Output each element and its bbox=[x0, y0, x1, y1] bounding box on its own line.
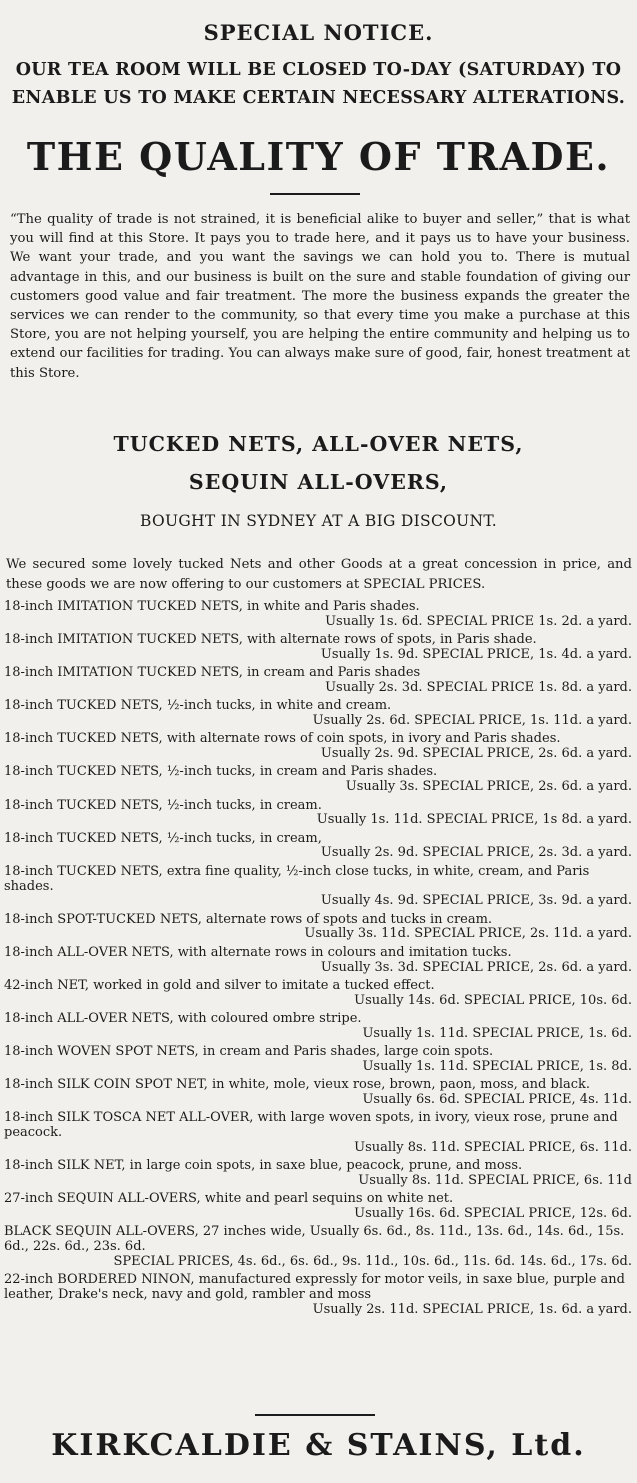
item-description: 18-inch ALL-OVER NETS, with coloured ombre stripe. bbox=[4, 1010, 362, 1026]
item-description: 18-inch IMITATION TUCKED NETS, with alternate rows of spots, in Paris shade. bbox=[4, 632, 537, 648]
item-price: Usually 6s. 6d. SPECIAL PRICE, 4s. 11d. bbox=[362, 1091, 632, 1107]
nets-heading-2: SEQUIN ALL-OVERS, bbox=[188, 470, 449, 494]
item-description: 18-inch SPOT-TUCKED NETS, alternate rows of spots and tucks in cream. bbox=[4, 911, 493, 927]
item-description: 18-inch TUCKED NETS, with alternate rows of coin spots, in ivory and Paris shades. bbox=[4, 731, 561, 747]
notice-line-2: ENABLE US TO MAKE CERTAIN NECESSARY ALTERATIONS. bbox=[11, 88, 626, 108]
item-price: Usually 2s. 6d. SPECIAL PRICE, 1s. 11d. a yard. bbox=[312, 713, 632, 729]
item-description: 18-inch TUCKED NETS, extra fine quality, ½-inch close tucks, in white, cream, and Paris shades. bbox=[4, 863, 590, 894]
item-price: Usually 2s. 3d. SPECIAL PRICE 1s. 8d. a yard. bbox=[325, 679, 632, 695]
intro-paragraph: “The quality of trade is not strained, it is beneficial alike to buyer and seller,” that is what you will find at this Store. It pays you to trade here, and it pays us to have your business. We want your trade, and you want the savings we can hold you to. There is mutual advantage in this, and our business is built on the sure and stable foundation of giving our customers good value and fair treatment. The more the business expands the greater the services we can render to the community, so that every time you make a purchase at this Store, you are not helping yourself, you are helping the entire community and helping us to extend our facilities for trading. You can always make sure of good, fair, honest treatment at this Store. bbox=[10, 212, 630, 381]
item-price: Usually 3s. 3d. SPECIAL PRICE, 2s. 6d. a yard. bbox=[320, 959, 632, 975]
list-item bbox=[4, 1159, 632, 1189]
item-description: 18-inch WOVEN SPOT NETS, in cream and Paris shades, large coin spots. bbox=[4, 1044, 494, 1060]
list-item bbox=[4, 1111, 632, 1155]
item-description: BLACK SEQUIN ALL-OVERS, 27 inches wide, Usually 6s. 6d., 8s. 11d., 13s. 6d., 14s. 6d., 15s. 6d., 22s. 6d., 23s. 6d. bbox=[4, 1224, 625, 1255]
secured-paragraph: We secured some lovely tucked Nets and other Goods at a great concession in price, and these goods we are now offering to our customers at SPECIAL PRICES. bbox=[6, 557, 632, 592]
footer-divider-rule bbox=[255, 1414, 375, 1416]
list-item bbox=[4, 1045, 632, 1075]
item-price: Usually 8s. 11d. SPECIAL PRICE, 6s. 11d bbox=[358, 1172, 632, 1188]
notice-line-1: OUR TEA ROOM WILL BE CLOSED TO-DAY (SATURDAY) TO bbox=[15, 60, 622, 80]
list-item bbox=[4, 1012, 632, 1042]
item-price: Usually 8s. 11d. SPECIAL PRICE, 6s. 11d. bbox=[354, 1139, 632, 1155]
item-description: 27-inch SEQUIN ALL-OVERS, white and pearl sequins on white net. bbox=[4, 1191, 454, 1207]
list-item bbox=[4, 600, 632, 630]
item-description: 18-inch TUCKED NETS, ½-inch tucks, in cream. bbox=[4, 797, 322, 813]
list-item bbox=[4, 1192, 632, 1222]
item-description: 42-inch NET, worked in gold and silver to imitate a tucked effect. bbox=[4, 977, 435, 993]
list-item bbox=[4, 913, 632, 943]
list-item bbox=[4, 979, 632, 1009]
item-description: 18-inch SILK NET, in large coin spots, in saxe blue, peacock, prune, and moss. bbox=[4, 1158, 523, 1174]
item-description: 18-inch SILK TOSCA NET ALL-OVER, with large woven spots, in ivory, vieux rose, prune and peacock. bbox=[4, 1110, 618, 1140]
item-description: 18-inch TUCKED NETS, ½-inch tucks, in cream and Paris shades. bbox=[4, 764, 438, 780]
item-price: Usually 1s. 11d. SPECIAL PRICE, 1s. 8d. bbox=[362, 1058, 632, 1074]
item-price: Usually 4s. 9d. SPECIAL PRICE, 3s. 9d. a yard. bbox=[320, 893, 632, 909]
item-price: Usually 2s. 9d. SPECIAL PRICE, 2s. 6d. a yard. bbox=[320, 746, 632, 762]
list-item bbox=[4, 1273, 632, 1317]
item-price: Usually 1s. 11d. SPECIAL PRICE, 1s 8d. a yard. bbox=[316, 812, 632, 828]
item-price: Usually 2s. 11d. SPECIAL PRICE, 1s. 6d. a yard. bbox=[312, 1301, 632, 1317]
item-description: 18-inch SILK COIN SPOT NET, in white, mole, vieux rose, brown, paon, moss, and black. bbox=[4, 1077, 591, 1093]
list-item bbox=[4, 633, 632, 663]
item-price: Usually 1s. 6d. SPECIAL PRICE 1s. 2d. a yard. bbox=[325, 613, 632, 629]
bought-in-sydney-heading: BOUGHT IN SYDNEY AT A BIG DISCOUNT. bbox=[140, 512, 497, 530]
store-name: KIRKCALDIE & STAINS, Ltd. bbox=[51, 1428, 586, 1463]
item-price: Usually 3s. 11d. SPECIAL PRICE, 2s. 11d. a yard. bbox=[304, 926, 632, 942]
list-item bbox=[4, 732, 632, 762]
item-price: SPECIAL PRICES, 4s. 6d., 6s. 6d., 9s. 11d., 10s. 6d., 11s. 6d. 14s. 6d., 17s. 6d. bbox=[113, 1253, 632, 1269]
item-price: Usually 1s. 9d. SPECIAL PRICE, 1s. 4d. a yard. bbox=[320, 646, 632, 662]
list-item bbox=[4, 699, 632, 729]
price-list bbox=[4, 600, 632, 1321]
list-item bbox=[4, 946, 632, 976]
nets-heading-1: TUCKED NETS, ALL-OVER NETS, bbox=[113, 432, 524, 456]
list-item bbox=[4, 1078, 632, 1108]
list-item bbox=[4, 865, 632, 909]
item-price: Usually 14s. 6d. SPECIAL PRICE, 10s. 6d. bbox=[354, 992, 632, 1008]
main-title: THE QUALITY OF TRADE. bbox=[26, 134, 611, 179]
item-description: 18-inch TUCKED NETS, ½-inch tucks, in white and cream. bbox=[4, 698, 392, 714]
divider-rule bbox=[270, 193, 360, 195]
item-description: 18-inch IMITATION TUCKED NETS, in cream and Paris shades bbox=[4, 665, 421, 681]
item-price: Usually 16s. 6d. SPECIAL PRICE, 12s. 6d. bbox=[354, 1205, 632, 1221]
special-notice-heading: SPECIAL NOTICE. bbox=[203, 20, 434, 45]
list-item bbox=[4, 832, 632, 862]
list-item bbox=[4, 799, 632, 829]
item-price: Usually 2s. 9d. SPECIAL PRICE, 2s. 3d. a yard. bbox=[320, 845, 632, 861]
item-price: Usually 1s. 11d. SPECIAL PRICE, 1s. 6d. bbox=[362, 1025, 632, 1041]
item-description: 18-inch ALL-OVER NETS, with alternate rows in colours and imitation tucks. bbox=[4, 944, 512, 960]
item-description: 18-inch IMITATION TUCKED NETS, in white and Paris shades. bbox=[4, 599, 420, 614]
list-item bbox=[4, 1225, 632, 1269]
item-description: 22-inch BORDERED NINON, manufactured expressly for motor veils, in saxe blue, purple and leather, Drake's neck, navy and gold, rambler and moss bbox=[4, 1272, 625, 1302]
item-price: Usually 3s. SPECIAL PRICE, 2s. 6d. a yard. bbox=[345, 779, 632, 795]
list-item bbox=[4, 765, 632, 795]
item-description: 18-inch TUCKED NETS, ½-inch tucks, in cream, bbox=[4, 830, 322, 846]
list-item bbox=[4, 666, 632, 696]
